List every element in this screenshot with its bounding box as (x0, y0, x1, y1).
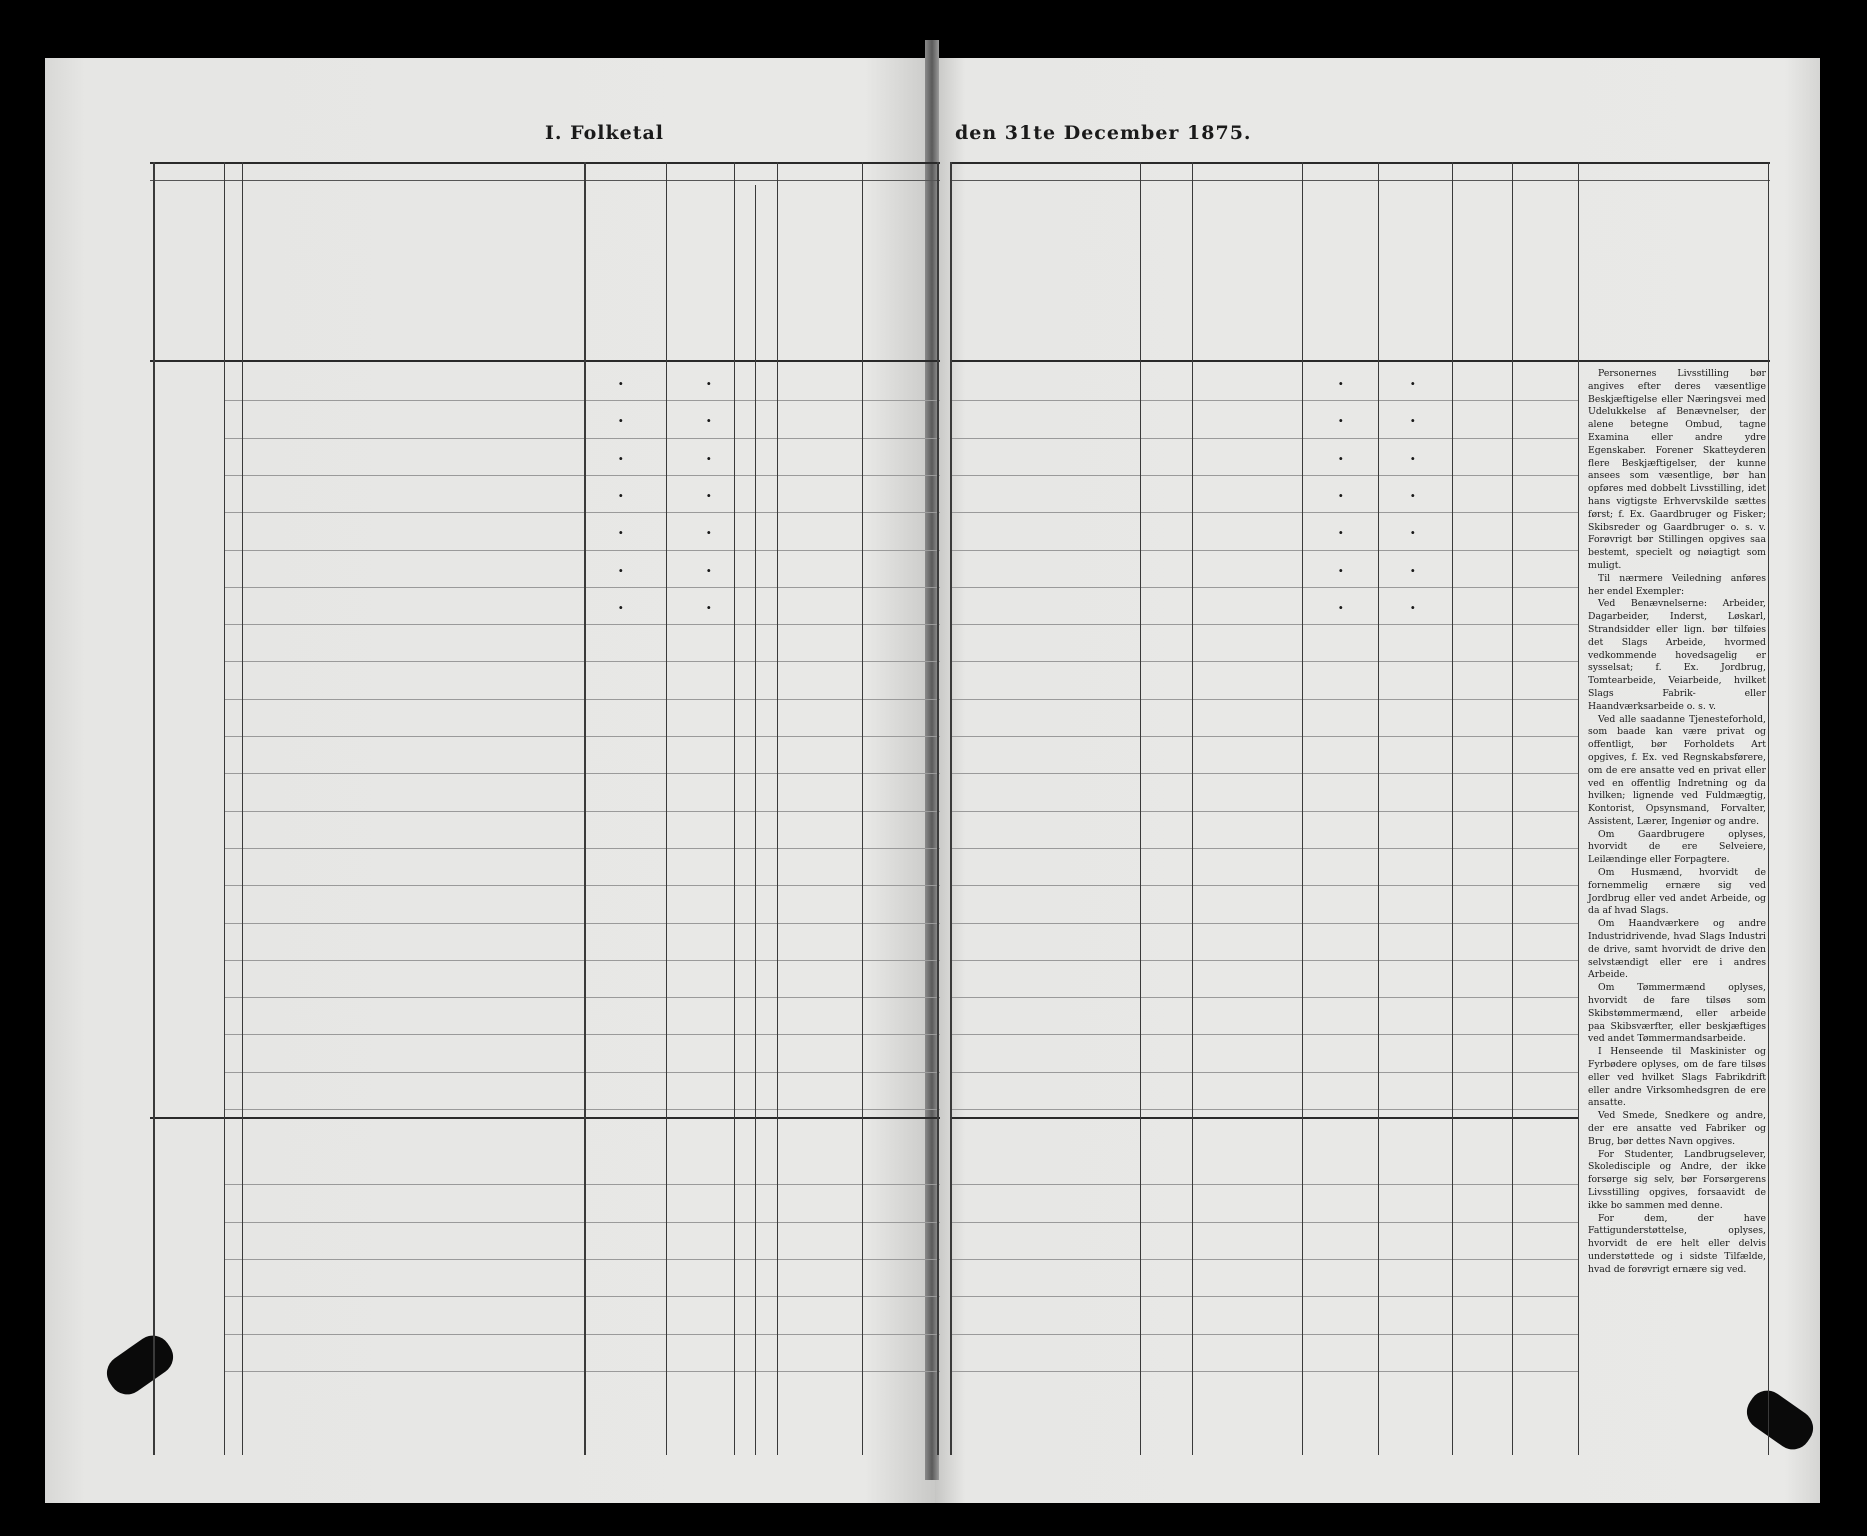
row-line-right (950, 736, 1578, 737)
row-line-left (224, 400, 940, 401)
column-line (242, 162, 243, 1455)
absent-row-line-left (224, 1371, 940, 1372)
col12-blank: . (1338, 370, 1344, 389)
column-line (224, 162, 225, 1455)
column-line (734, 162, 735, 1455)
column-line (1452, 162, 1453, 1455)
row-line-right (950, 811, 1578, 812)
left-page (45, 58, 935, 1503)
row-line-right (950, 773, 1578, 774)
column-line (1192, 162, 1193, 1455)
col12-blank: . (1338, 407, 1344, 426)
grid-top-left (150, 162, 940, 164)
rules-text (1588, 368, 1766, 1277)
col5-blank: . (706, 370, 712, 389)
col4-blank: . (618, 445, 624, 464)
col5-blank: . (706, 445, 712, 464)
col13-blank: . (1410, 557, 1416, 576)
rules-paragraph: Om Gaardbrugere oplyses, hvorvidt de ere Selveiere, Leilændinge eller Forpagtere. (1588, 828, 1766, 866)
column-line (862, 162, 863, 1455)
col5-blank: . (706, 557, 712, 576)
col4-blank: . (618, 519, 624, 538)
row-line-left (224, 699, 940, 700)
row-line-left (224, 550, 940, 551)
row-line-right (950, 475, 1578, 476)
col12-blank: . (1338, 445, 1344, 464)
col13-blank: . (1410, 407, 1416, 426)
absent-row-line-right (950, 1334, 1578, 1335)
grid-top-right (950, 162, 1770, 164)
row-line-left (224, 811, 940, 812)
col12-blank: . (1338, 594, 1344, 613)
colnum-line-right (950, 180, 1770, 181)
col4-blank: . (618, 482, 624, 501)
row-line-left (224, 475, 940, 476)
column-line (1378, 162, 1379, 1455)
absent-separator-right (950, 1117, 1578, 1119)
absent-row-line-right (950, 1259, 1578, 1260)
absent-row-line-left (224, 1296, 940, 1297)
col5-blank: . (706, 482, 712, 501)
row-line-right (950, 997, 1578, 998)
row-line-left (224, 885, 940, 886)
column-line (777, 162, 778, 1455)
row-line-right (950, 699, 1578, 700)
absent-separator-left (150, 1117, 940, 1119)
row-line-left (224, 736, 940, 737)
column-line (1768, 162, 1769, 1455)
col13-blank: . (1410, 482, 1416, 501)
col12-blank: . (1338, 557, 1344, 576)
row-line-left (224, 1109, 940, 1110)
absent-row-line-left (224, 1259, 940, 1260)
absent-row-line-left (224, 1184, 940, 1185)
col5-blank: . (706, 519, 712, 538)
sex-divider-line (755, 185, 756, 1455)
column-line (1302, 162, 1303, 1455)
rules-paragraph: For dem, der have Fattigunderstøttelse, oplyses, hvorvidt de ere helt eller delvis understøttede og i sidste Tilfælde, hvad de forøvrigt ernære sig ved. (1588, 1212, 1766, 1275)
row-line-left (224, 1034, 940, 1035)
col12-blank: . (1338, 519, 1344, 538)
title-right: den 31te December 1875. (955, 122, 1252, 144)
row-line-right (950, 661, 1578, 662)
row-line-right (950, 512, 1578, 513)
absent-row-line-right (950, 1371, 1578, 1372)
row-line-left (224, 661, 940, 662)
col12-blank: . (1338, 482, 1344, 501)
column-line (1512, 162, 1513, 1455)
column-line (666, 162, 667, 1455)
col4-blank: . (618, 594, 624, 613)
header-bottom-right (950, 360, 1770, 362)
row-line-right (950, 960, 1578, 961)
absent-row-line-left (224, 1334, 940, 1335)
header-bottom-left (150, 360, 940, 362)
row-line-right (950, 1109, 1578, 1110)
row-line-left (224, 512, 940, 513)
rules-paragraph: Om Haandværkere og andre Industridrivende, hvad Slags Industri de drive, samt hvorvidt de drive den selvstændigt eller ere i andres Arbeide. (1588, 918, 1766, 981)
row-line-left (224, 624, 940, 625)
row-line-left (224, 997, 940, 998)
rules-paragraph: Til nærmere Veiledning anføres her endel Exempler: (1588, 572, 1766, 597)
row-line-right (950, 438, 1578, 439)
left-edge-line (937, 162, 939, 1455)
rules-paragraph: Personernes Livsstilling bør angives efter deres væsentlige Beskjæftigelse eller Næringsvei med Udelukkelse af Benævnelser, der alene betegne Ombud, tagne Examina eller andre ydre Egenskaber. Forener Skatteyderen flere Beskjæftigelser, der kunne ansees som væsentlige, bør han opføres med dobbelt Livsstilling, idet hans vigtigste Erhvervskilde sættes først; f. Ex. Gaardbruger og Fisker; Skibsreder og Gaardbruger o. s. v. Forøvrigt bør Stillingen opgives saa bestemt, specielt og nøiagtigt som muligt. (1588, 368, 1766, 571)
absent-row-line-right (950, 1222, 1578, 1223)
column-line (584, 162, 586, 1455)
row-line-left (224, 1072, 940, 1073)
absent-row-line-right (950, 1296, 1578, 1297)
rules-paragraph: For Studenter, Landbrugselever, Skoledisciple og Andre, der ikke forsørge sig selv, bør Forsørgerens Livsstilling opgives, forsaavidt de ikke bo sammen med denne. (1588, 1148, 1766, 1211)
row-line-right (950, 400, 1578, 401)
col4-blank: . (618, 407, 624, 426)
row-line-left (224, 773, 940, 774)
right-edge-line (950, 162, 952, 1455)
title-left: I. Folketal (545, 122, 665, 144)
column-line (1578, 162, 1579, 1455)
rules-paragraph: Om Husmænd, hvorvidt de fornemmelig ernære sig ved Jordbrug eller ved andet Arbeide, og da af hvad Slags. (1588, 867, 1766, 917)
absent-row-line-right (950, 1184, 1578, 1185)
col5-blank: . (706, 407, 712, 426)
col4-blank: . (618, 557, 624, 576)
column-line (153, 162, 155, 1455)
col4-blank: . (618, 370, 624, 389)
row-line-left (224, 587, 940, 588)
rules-paragraph: Ved alle saadanne Tjenesteforhold, som baade kan være privat og offentligt, bør Forholdets Art opgives, f. Ex. ved Regnskabsførere, om de ere ansatte ved en privat eller ved en offentlig Indretning og da hvilken; lignende ved Fuldmægtig, Kontorist, Opsynsmand, Forvalter, Assistent, Lærer, Ingeniør og andre. (1588, 713, 1766, 827)
row-line-right (950, 550, 1578, 551)
colnum-line-left (150, 180, 940, 181)
column-line (1140, 162, 1141, 1455)
rules-paragraph: Ved Benævnelserne: Arbeider, Dagarbeider, Inderst, Løskarl, Strandsidder eller lign. bør tilføies det Slags Arbeide, hvormed vedkommende hovedsagelig er sysselsat; f. Ex. Jordbrug, Tomtearbeide, Veiarbeide, hvilket Slags Fabrik- eller Haandværksarbeide o. s. v. (1588, 598, 1766, 712)
row-line-right (950, 1072, 1578, 1073)
col13-blank: . (1410, 519, 1416, 538)
row-line-right (950, 624, 1578, 625)
row-line-right (950, 587, 1578, 588)
row-line-left (224, 923, 940, 924)
row-line-right (950, 848, 1578, 849)
col13-blank: . (1410, 594, 1416, 613)
absent-row-line-left (224, 1222, 940, 1223)
col13-blank: . (1410, 370, 1416, 389)
col5-blank: . (706, 594, 712, 613)
rules-paragraph: I Henseende til Maskinister og Fyrbødere oplyses, om de fare tilsøs eller ved hvilket Slags Fabrikdrift eller andre Virksomhedsgren de ere ansatte. (1588, 1046, 1766, 1109)
rules-paragraph: Ved Smede, Snedkere og andre, der ere ansatte ved Fabriker og Brug, bør dettes Navn opgives. (1588, 1110, 1766, 1147)
row-line-right (950, 885, 1578, 886)
row-line-left (224, 960, 940, 961)
row-line-right (950, 923, 1578, 924)
row-line-left (224, 848, 940, 849)
col13-blank: . (1410, 445, 1416, 464)
row-line-left (224, 438, 940, 439)
rules-paragraph: Om Tømmermænd oplyses, hvorvidt de fare tilsøs som Skibstømmermænd, eller arbeide paa Skibsværfter, eller beskjæftiges ved andet Tømmermandsarbeide. (1588, 982, 1766, 1045)
row-line-right (950, 1034, 1578, 1035)
